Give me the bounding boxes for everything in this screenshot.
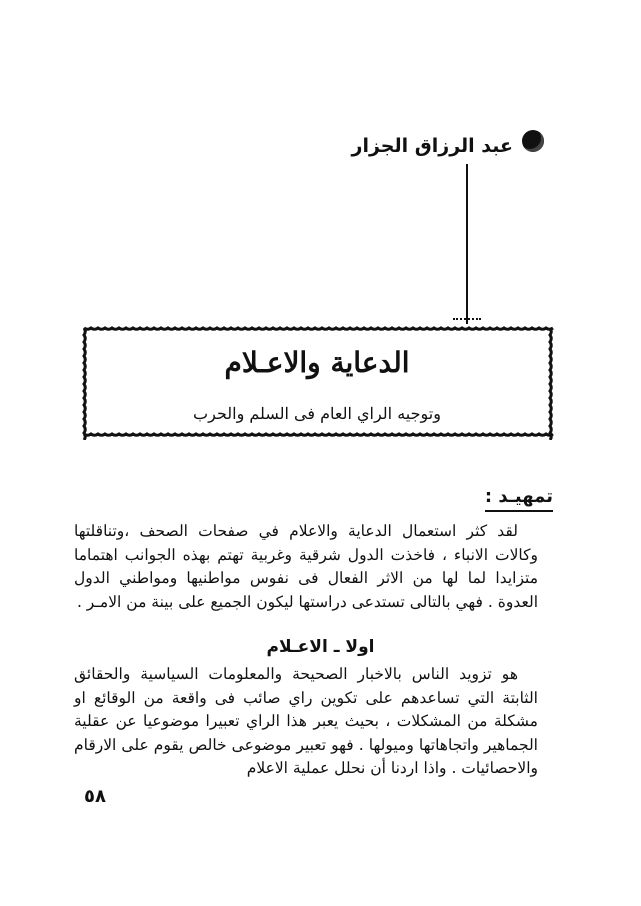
page-subtitle: وتوجيه الراي العام فى السلم والحرب (193, 404, 441, 423)
border-right (550, 328, 551, 440)
author-name: عبد الرزاق الجزار (351, 135, 513, 157)
title-frame (78, 322, 556, 440)
page-number: ٥٨ (84, 786, 106, 807)
vertical-rule (466, 164, 468, 324)
intro-paragraph: لقد كثر استعمال الدعاية والاعلام في صفحات الصحف ،وتناقلتها وكالات الانباء ، فاخذت الدول شرقية وغربية تهتم بهذه الجوانب اهتماما متزايدا لما لها من الاثر الفعال فى نفوس مواطنيها ومواطني الدول العدوة . فهي بالتالى تستدعى دراستها ليكون الجميع على بينة من الامـر . (74, 522, 538, 611)
border-bottom (84, 434, 553, 435)
intro-heading: تمهيـد : (485, 486, 553, 512)
border-left (84, 328, 85, 440)
section-heading: اولا ـ الاعـلام (266, 637, 375, 657)
page-title: الدعاية والاعـلام (224, 346, 410, 379)
border-top (84, 328, 553, 329)
section-paragraph: هو تزويد الناس بالاخبار الصحيحة والمعلومات السياسية والحقائق الثابتة التي تساعدهم على تكوين راي صائب فى واقعة من الوقائع او مشكلة من المشكلات ، بحيث يعبر هذا الراي تعبيرا موضوعيا عن عقلية الجماهير واتجاهاتها وميولها . فهو تعبير موضوعى خالص يقوم على الارقام والاحصائيات . واذا اردنا أن نحلل عملية الاعلام (74, 665, 538, 777)
rule-dotted-tick (453, 314, 481, 320)
ink-blot-icon (522, 130, 544, 152)
